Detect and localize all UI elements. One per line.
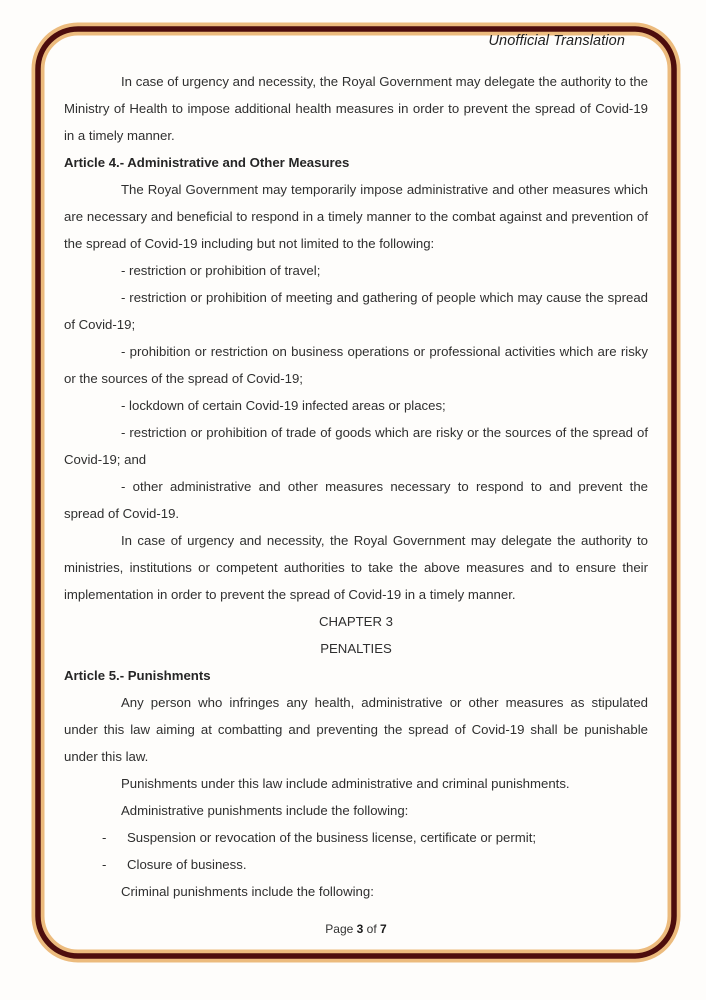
current-page-number: 3 <box>356 922 364 936</box>
penalties-heading: PENALTIES <box>320 641 392 656</box>
total-page-count: 7 <box>380 922 387 936</box>
list-item: - restriction or prohibition of meeting and gathering of people which may cause the spread of Covid-19; <box>64 290 648 332</box>
dash-marker: - <box>102 857 107 872</box>
paragraph: Criminal punishments include the following: <box>121 884 374 899</box>
paragraph: Administrative punishments include the following: <box>121 803 409 818</box>
list-item: - lockdown of certain Covid-19 infected areas or places; <box>121 398 446 413</box>
dash-marker: - <box>102 830 107 845</box>
paragraph: The Royal Government may temporarily impose administrative and other measures which are necessary and beneficial to respond in a timely manner to the combat against and prevention of the spread of Covid-19 including but not limited to the following: <box>64 182 648 251</box>
dash-list-item <box>64 851 648 878</box>
paragraph: In case of urgency and necessity, the Royal Government may delegate the authority to ministries, institutions or competent authorities to take the above measures and to ensure their implementation in order to prevent the spread of Covid-19 in a timely manner. <box>64 533 648 602</box>
list-item: - other administrative and other measures necessary to respond to and prevent the spread of Covid-19. <box>64 479 648 521</box>
article-5-heading: Article 5.- Punishments <box>64 668 211 683</box>
of-label: of <box>366 922 377 936</box>
paragraph: In case of urgency and necessity, the Royal Government may delegate the authority to the Ministry of Health to impose additional health measures in order to prevent the spread of Covid-19 in a timely manner. <box>64 74 648 143</box>
dash-list-item <box>64 824 648 851</box>
list-item: - prohibition or restriction on business operations or professional activities which are risky or the sources of the spread of Covid-19; <box>64 344 648 386</box>
page-label: Page <box>325 922 354 936</box>
unofficial-translation-note: Unofficial Translation <box>488 33 625 49</box>
dash-list-item-text: Suspension or revocation of the business license, certificate or permit; <box>127 830 537 845</box>
chapter-3-heading: CHAPTER 3 <box>318 614 393 629</box>
list-item: - restriction or prohibition of travel; <box>121 263 321 278</box>
list-item: - restriction or prohibition of trade of goods which are risky or the sources of the spread of Covid-19; and <box>64 425 648 467</box>
page-number-footer <box>64 922 648 936</box>
article-4-heading: Article 4.- Administrative and Other Measures <box>64 155 350 170</box>
paragraph: Any person who infringes any health, administrative or other measures as stipulated under this law aiming at combatting and preventing the spread of Covid-19 shall be punishable under this law. <box>64 695 648 764</box>
document-body <box>64 68 648 905</box>
dash-list-item-text: Closure of business. <box>127 857 247 872</box>
paragraph: Punishments under this law include administrative and criminal punishments. <box>121 776 570 791</box>
